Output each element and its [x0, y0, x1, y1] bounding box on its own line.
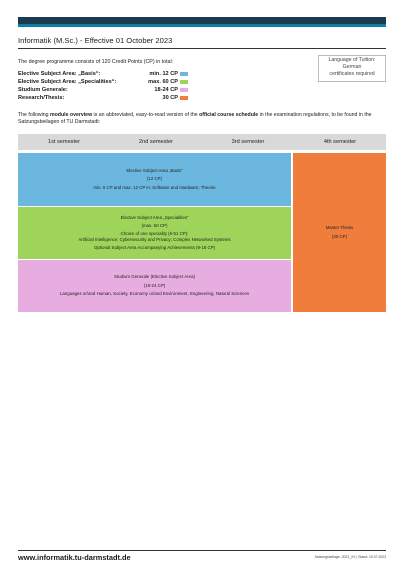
module-cp: (18-24 CP) — [143, 282, 166, 288]
cp-value: min. 12 CP — [149, 71, 178, 77]
title-divider — [18, 48, 386, 49]
module-cp: (12 CP) — [146, 176, 163, 182]
overview-text-part: in the examination regulations, to be found in the Satzungsbeilagen of TU Darmstadt: — [18, 112, 372, 125]
semester-4-header: 4th semester — [323, 139, 357, 145]
cp-swatch-thesis — [180, 96, 188, 100]
cp-row-basis — [18, 71, 188, 79]
footer-website-link[interactable]: www.informatik.tu-darmstadt.de — [18, 553, 131, 562]
overview-emphasis: module overview — [50, 112, 93, 118]
cp-swatch-generale — [180, 88, 188, 92]
credit-points-list — [18, 71, 188, 103]
cp-swatch-basis — [180, 72, 188, 76]
module-detail: Artificial Intelligence; Cybersecurity and Privacy; Complex Networked Systems — [78, 237, 231, 243]
overview-paragraph — [18, 112, 388, 125]
intro-text: The degree programme consists of 120 Credit Points (CP) in total: — [18, 59, 174, 65]
header-bar-dark — [18, 17, 386, 24]
semester-3-header: 3rd semester — [231, 139, 265, 145]
cp-row-thesis — [18, 95, 188, 103]
cp-swatch-specialities — [180, 80, 188, 84]
semester-2-header: 2nd semester — [139, 139, 173, 145]
module-detail: Choice of one speciality (6-51 CP): — [120, 230, 189, 236]
module-block-basis — [18, 153, 291, 206]
cp-row-specialities — [18, 79, 188, 87]
tuition-language: German — [342, 64, 362, 70]
module-detail: Optional Subject Area Accompanying Achievements (9-18 CP) — [93, 244, 216, 250]
semester-1-header: 1st semester — [47, 139, 81, 145]
cp-label: Research/Thesis: — [18, 95, 65, 101]
module-title: Master Thesis — [325, 224, 354, 230]
module-title: Studium Generale (Elective Subject Area) — [113, 274, 196, 280]
overview-emphasis: official course schedule — [199, 112, 259, 118]
cp-row-generale — [18, 87, 188, 95]
cp-value: max. 60 CP — [148, 79, 178, 85]
module-cp: (max. 60 CP) — [141, 223, 168, 229]
module-block-master-thesis — [293, 153, 386, 312]
module-detail: Languages or/and Human, Society, Economy or/and Environment, Engineering, Natural Sciences — [59, 291, 250, 297]
module-title: Elective Subject Area „Basis“ — [126, 167, 183, 173]
module-block-specialities — [18, 207, 291, 259]
module-title: Elective Subject Area „Specialities“ — [120, 214, 189, 220]
footer-meta: Satzungsbeilage: 2023_XX | Stand: 10.07.2023 — [314, 555, 386, 559]
header-bar-accent — [18, 24, 386, 27]
semester-header-row — [18, 134, 386, 150]
module-detail: min. 6 CP and max. 12 CP in: Software and Hardware; Theorie — [93, 184, 216, 190]
tuition-note: certificates required — [329, 71, 375, 77]
cp-value: 30 CP — [162, 95, 178, 101]
cp-value: 18-24 CP — [154, 87, 178, 93]
page-title: Informatik (M.Sc.) - Effective 01 October 2023 — [18, 36, 173, 45]
module-cp: (30 CP) — [331, 233, 348, 239]
cp-label: Elective Subject Area: „Specialities“: — [18, 79, 117, 85]
cp-label: Elective Subject Area: „Basis“: — [18, 71, 101, 77]
overview-text-part: is an abbreviated, easy-to-read version of the — [92, 112, 200, 118]
cp-label: Studium Generale: — [18, 87, 68, 93]
overview-text-part: The following — [18, 112, 51, 118]
module-block-studium-generale — [18, 260, 291, 312]
footer-divider — [18, 550, 386, 551]
tuition-label: Language of Tuition: — [328, 57, 376, 63]
tuition-info-box — [318, 55, 386, 82]
